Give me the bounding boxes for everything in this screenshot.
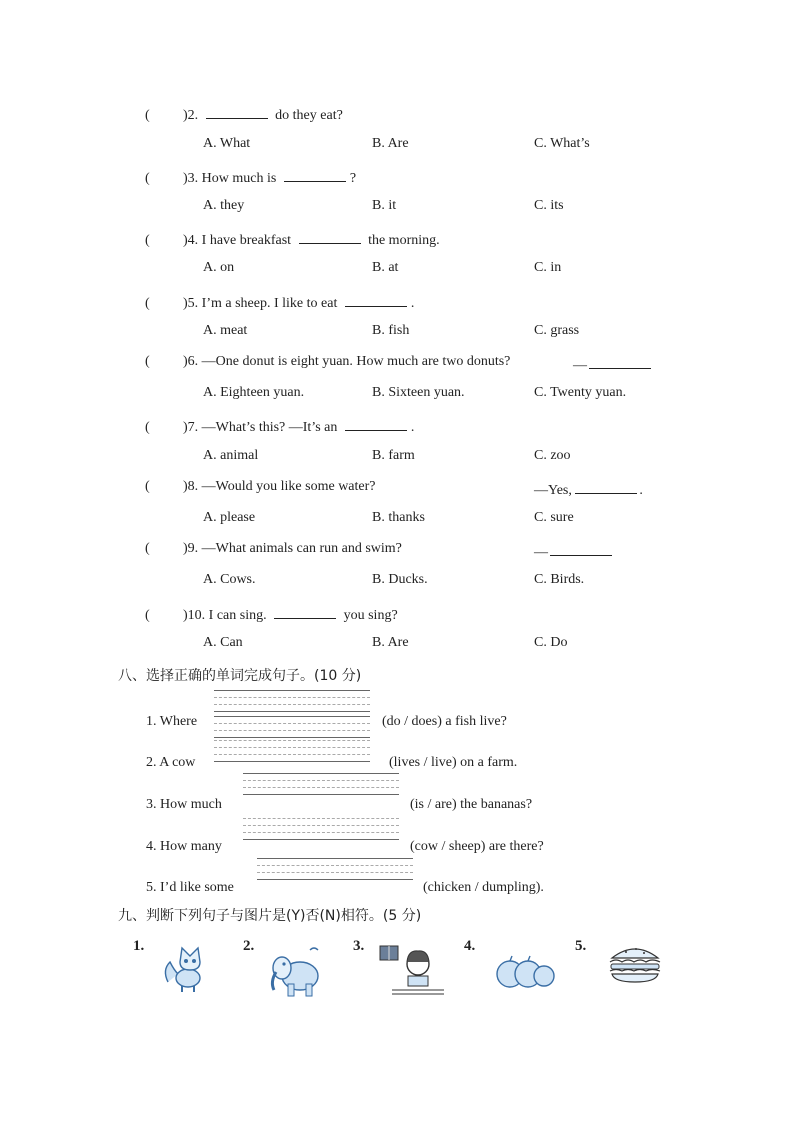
option-c: C. Do bbox=[534, 635, 568, 650]
writing-lines[interactable] bbox=[214, 684, 370, 712]
picture-number: 4. bbox=[464, 938, 476, 954]
answer-paren[interactable]: ( bbox=[145, 541, 150, 556]
apples-icon bbox=[492, 948, 556, 992]
option-a: A. please bbox=[203, 510, 256, 525]
question-4: ( )4. I have breakfast the morning. bbox=[145, 229, 440, 249]
question-6: ( )6. —One donut is eight yuan. How much are two donuts? bbox=[145, 354, 511, 369]
sentence-3-pre: 3. How much bbox=[146, 797, 222, 812]
answer-blank[interactable] bbox=[299, 229, 361, 244]
answer-blank[interactable] bbox=[206, 104, 268, 119]
question-3: ( )3. How much is ? bbox=[145, 167, 356, 187]
answer-blank[interactable] bbox=[550, 541, 612, 556]
answer-paren[interactable]: ( bbox=[145, 108, 150, 123]
question-8: ( )8. —Would you like some water? bbox=[145, 479, 376, 494]
option-a: A. on bbox=[203, 260, 235, 275]
sentence-2-pre: 2. A cow bbox=[146, 755, 196, 770]
question-10: ( )10. I can sing. you sing? bbox=[145, 604, 398, 624]
answer-blank[interactable] bbox=[345, 292, 407, 307]
option-a: A. animal bbox=[203, 448, 259, 463]
section-8-title: 八、选择正确的单词完成句子。(10 分) bbox=[118, 668, 362, 684]
question-2: ( )2. do they eat? bbox=[145, 104, 343, 124]
elephant-icon bbox=[266, 942, 326, 1002]
option-c: C. in bbox=[534, 260, 562, 275]
answer-paren[interactable]: ( bbox=[145, 354, 150, 369]
answer-line: —Yes, . bbox=[534, 479, 643, 499]
question-5: ( )5. I’m a sheep. I like to eat . bbox=[145, 292, 414, 312]
picture-number: 5. bbox=[575, 938, 587, 954]
option-b: B. Ducks. bbox=[372, 572, 428, 587]
option-b: B. at bbox=[372, 260, 399, 275]
answer-paren[interactable]: ( bbox=[145, 608, 150, 623]
option-c: C. Birds. bbox=[534, 572, 585, 587]
writing-lines[interactable] bbox=[257, 852, 413, 880]
option-b: B. Are bbox=[372, 136, 409, 151]
answer-paren[interactable]: ( bbox=[145, 420, 150, 435]
option-a: A. they bbox=[203, 198, 245, 213]
sentence-4-pre: 4. How many bbox=[146, 839, 222, 854]
option-c: C. zoo bbox=[534, 448, 571, 463]
sentence-2-post: (lives / live) on a farm. bbox=[389, 755, 518, 770]
sentence-5-pre: 5. I’d like some bbox=[146, 880, 234, 895]
answer-line: — bbox=[573, 354, 655, 374]
writing-lines[interactable] bbox=[243, 767, 399, 795]
answer-blank[interactable] bbox=[575, 479, 637, 494]
question-9: ( )9. —What animals can run and swim? bbox=[145, 541, 402, 556]
fox-icon bbox=[160, 940, 216, 996]
writing-lines[interactable] bbox=[243, 812, 399, 840]
picture-number: 1. bbox=[133, 938, 145, 954]
question-7: ( )7. —What’s this? —It’s an . bbox=[145, 416, 414, 436]
answer-blank[interactable] bbox=[274, 604, 336, 619]
answer-paren[interactable]: ( bbox=[145, 479, 150, 494]
option-b: B. farm bbox=[372, 448, 415, 463]
sentence-1-post: (do / does) a fish live? bbox=[382, 714, 507, 729]
option-c: C. sure bbox=[534, 510, 574, 525]
answer-blank[interactable] bbox=[589, 354, 651, 369]
option-c: C. its bbox=[534, 198, 564, 213]
option-a: A. Cows. bbox=[203, 572, 256, 587]
hamburger-icon bbox=[606, 940, 664, 984]
answer-blank[interactable] bbox=[345, 416, 407, 431]
answer-paren[interactable]: ( bbox=[145, 233, 150, 248]
option-a: A. Eighteen yuan. bbox=[203, 385, 305, 400]
option-a: A. meat bbox=[203, 323, 248, 338]
option-b: B. thanks bbox=[372, 510, 425, 525]
answer-line: — bbox=[534, 541, 616, 561]
answer-blank[interactable] bbox=[284, 167, 346, 182]
answer-paren[interactable]: ( bbox=[145, 171, 150, 186]
girl-reading-icon bbox=[378, 940, 450, 1000]
sentence-5-post: (chicken / dumpling). bbox=[423, 880, 544, 895]
option-c: C. What’s bbox=[534, 136, 590, 151]
picture-number: 3. bbox=[353, 938, 365, 954]
sentence-3-post: (is / are) the bananas? bbox=[410, 797, 533, 812]
sentence-4-post: (cow / sheep) are there? bbox=[410, 839, 544, 854]
option-b: B. it bbox=[372, 198, 397, 213]
writing-lines[interactable] bbox=[214, 734, 370, 762]
answer-paren[interactable]: ( bbox=[145, 296, 150, 311]
option-c: C. Twenty yuan. bbox=[534, 385, 627, 400]
option-c: C. grass bbox=[534, 323, 580, 338]
option-b: B. Sixteen yuan. bbox=[372, 385, 465, 400]
option-a: A. What bbox=[203, 136, 251, 151]
sentence-1-pre: 1. Where bbox=[146, 714, 198, 729]
section-9-title: 九、判断下列句子与图片是(Y)否(N)相符。(5 分) bbox=[118, 908, 422, 924]
picture-number: 2. bbox=[243, 938, 255, 954]
option-b: B. fish bbox=[372, 323, 410, 338]
option-a: A. Can bbox=[203, 635, 243, 650]
option-b: B. Are bbox=[372, 635, 409, 650]
